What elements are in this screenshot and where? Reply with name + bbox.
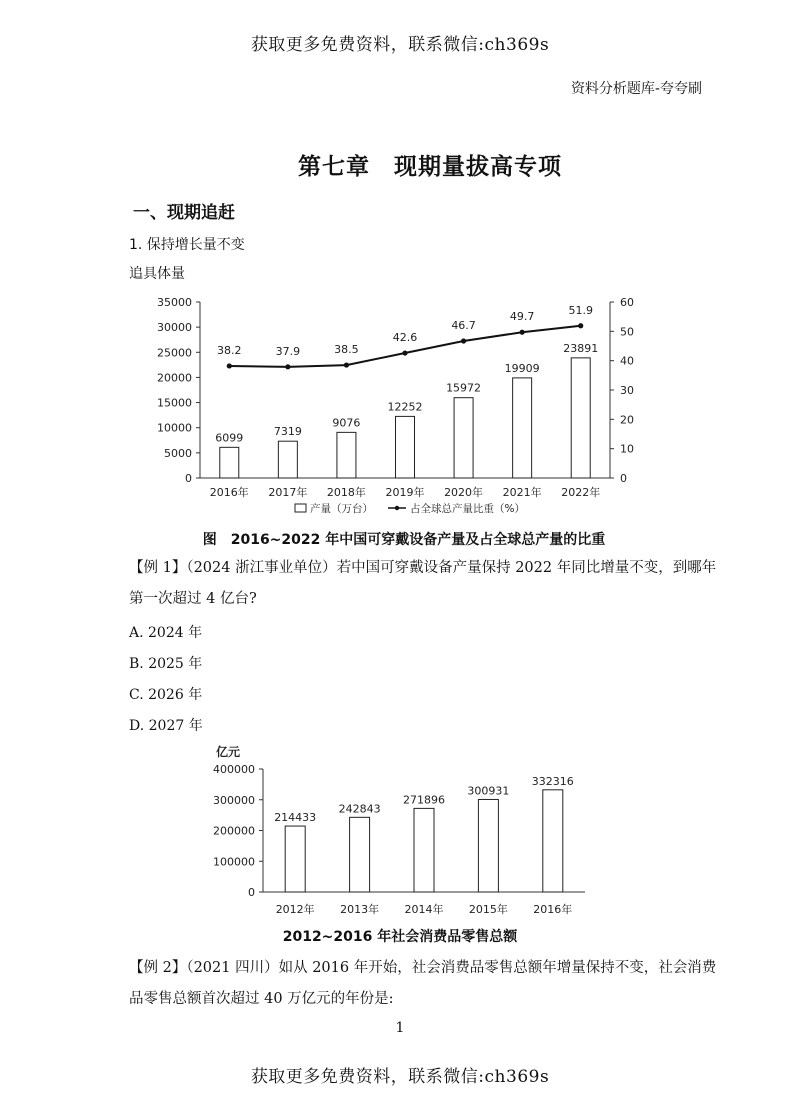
chart2-bar-label: 271896 xyxy=(403,793,445,807)
chart1-bar xyxy=(337,432,356,478)
chart1-share-label: 37.9 xyxy=(275,344,301,358)
chart1-left-tick-label: 15000 xyxy=(157,396,192,410)
page-number: 1 xyxy=(395,1020,405,1036)
chart2-y-tick-label: 100000 xyxy=(213,855,255,869)
chart1-legend-bar-swatch xyxy=(295,504,306,512)
chart1-bar xyxy=(571,358,590,478)
chart1-bar-label: 23891 xyxy=(563,341,599,355)
chart1-share-point xyxy=(578,323,583,328)
chapter-title: 第七章 现期量拔高专项 xyxy=(298,154,562,180)
bottom-banner: 获取更多免费资料，联系微信:ch369s xyxy=(250,1067,550,1087)
chart1-bar xyxy=(220,447,239,478)
example1-option-a[interactable]: A. 2024 年 xyxy=(129,625,203,641)
chart1-x-tick-label: 2018年 xyxy=(326,486,366,499)
chart1-share-point xyxy=(461,338,466,343)
chart1-share-point xyxy=(285,364,290,369)
example1-question xyxy=(129,553,719,615)
chart2-y-tick-label: 0 xyxy=(248,886,255,899)
chart2-bar xyxy=(543,790,563,892)
chart2-y-tick-label: 300000 xyxy=(213,793,255,807)
chart2-unit-label: 亿元 xyxy=(216,745,241,759)
chart1-x-tick-label: 2020年 xyxy=(444,486,484,499)
chart1-bar-label: 9076 xyxy=(332,416,361,430)
series-label: 资料分析题库-夸夸刷 xyxy=(570,81,702,97)
chart1-share-point xyxy=(227,363,232,368)
chart1-bar xyxy=(513,378,532,478)
chart2-x-tick-label: 2014年 xyxy=(404,903,444,916)
chart1-x-tick-label: 2016年 xyxy=(209,486,249,499)
chart1-legend-line-label: 占全球总产量比重（%） xyxy=(410,503,525,515)
chart1-left-tick-label: 25000 xyxy=(157,346,192,360)
chart1-x-tick-label: 2017年 xyxy=(268,486,308,499)
example2-line2: 品零售总额首次超过 40 万亿元的年份是: xyxy=(129,991,394,1007)
top-banner: 获取更多免费资料，联系微信:ch369s xyxy=(250,35,550,55)
example2-question xyxy=(129,953,719,1015)
chart2-bar xyxy=(285,826,305,892)
chart1-x-tick-label: 2019年 xyxy=(385,486,425,499)
chart1-right-tick-label: 30 xyxy=(620,384,634,397)
chart1-right-tick-label: 50 xyxy=(620,325,634,339)
chart2-x-tick-label: 2013年 xyxy=(340,903,380,916)
chart2-x-tick-label: 2012年 xyxy=(275,903,315,916)
chart1-bar xyxy=(396,416,415,478)
chart2-bar xyxy=(478,799,498,892)
example1-line1: 【例 1】（2024 浙江事业单位）若中国可穿戴设备产量保持 2022 年同比增量不变，到哪年 xyxy=(129,560,717,576)
chart-retail-sales xyxy=(200,738,600,923)
example1-line2: 第一次超过 4 亿台? xyxy=(129,591,257,607)
chart1-caption: 图 2016~2022 年中国可穿戴设备产量及占全球总产量的比重 xyxy=(202,532,606,548)
chart1-left-tick-label: 0 xyxy=(185,472,192,485)
chart2-bar-label: 300931 xyxy=(467,784,510,798)
chart1-bar-label: 19909 xyxy=(504,361,540,375)
chart2-y-tick-label: 200000 xyxy=(213,824,255,838)
chart1-share-label: 51.9 xyxy=(568,303,593,317)
chart1-bar-label: 6099 xyxy=(215,431,244,445)
chart2-bar-label: 242843 xyxy=(338,802,381,816)
chart1-share-point xyxy=(344,362,349,367)
chart1-legend-bar-label: 产量（万台） xyxy=(310,503,373,515)
example1-option-b[interactable]: B. 2025 年 xyxy=(129,656,203,672)
chart1-right-tick-label: 20 xyxy=(620,413,634,427)
chart1-right-tick-label: 0 xyxy=(620,472,627,485)
chart1-x-tick-label: 2022年 xyxy=(561,486,601,499)
subsection-title: 1. 保持增长量不变 xyxy=(129,237,245,253)
chart1-share-label: 38.5 xyxy=(334,343,359,357)
chart1-bar xyxy=(454,398,473,478)
chart1-bar xyxy=(278,441,297,478)
topic-label: 追具体量 xyxy=(129,266,185,282)
chart1-share-label: 46.7 xyxy=(451,319,476,333)
example2-line1: 【例 2】（2021 四川）如从 2016 年开始，社会消费品零售总额年增量保持不变，社会消费 xyxy=(129,960,717,976)
chart1-bar-label: 7319 xyxy=(273,425,302,439)
chart2-x-tick-label: 2015年 xyxy=(468,903,508,916)
chart1-x-tick-label: 2021年 xyxy=(502,486,542,499)
chart2-bar-label: 214433 xyxy=(274,811,317,825)
section-title: 一、现期追赶 xyxy=(133,203,235,223)
chart-wearable-production xyxy=(120,290,680,520)
chart1-left-tick-label: 5000 xyxy=(164,446,192,460)
example1-option-c[interactable]: C. 2026 年 xyxy=(129,687,203,703)
chart1-right-tick-label: 40 xyxy=(620,354,634,368)
chart2-bar xyxy=(414,808,434,892)
chart1-bar-label: 12252 xyxy=(387,400,423,414)
chart1-left-tick-label: 10000 xyxy=(157,421,192,435)
chart1-share-label: 42.6 xyxy=(392,331,418,345)
chart2-x-tick-label: 2016年 xyxy=(533,903,573,916)
chart2-caption: 2012~2016 年社会消费品零售总额 xyxy=(282,929,518,945)
chart1-left-tick-label: 20000 xyxy=(157,371,192,385)
chart1-left-tick-label: 35000 xyxy=(157,296,192,309)
chart1-share-label: 49.7 xyxy=(509,310,535,324)
chart2-bar-label: 332316 xyxy=(531,774,574,788)
example1-option-d[interactable]: D. 2027 年 xyxy=(129,718,203,734)
chart1-left-tick-label: 30000 xyxy=(157,321,192,335)
chart1-bar-label: 15972 xyxy=(446,381,482,395)
chart1-share-point xyxy=(520,330,525,335)
chart2-y-tick-label: 400000 xyxy=(213,763,255,776)
chart1-legend-line-marker xyxy=(395,506,399,510)
chart1-share-label: 38.2 xyxy=(217,343,242,357)
chart1-right-tick-label: 60 xyxy=(620,296,634,309)
chart2-bar xyxy=(350,817,370,892)
chart1-share-point xyxy=(402,350,407,355)
chart1-right-tick-label: 10 xyxy=(620,442,634,456)
